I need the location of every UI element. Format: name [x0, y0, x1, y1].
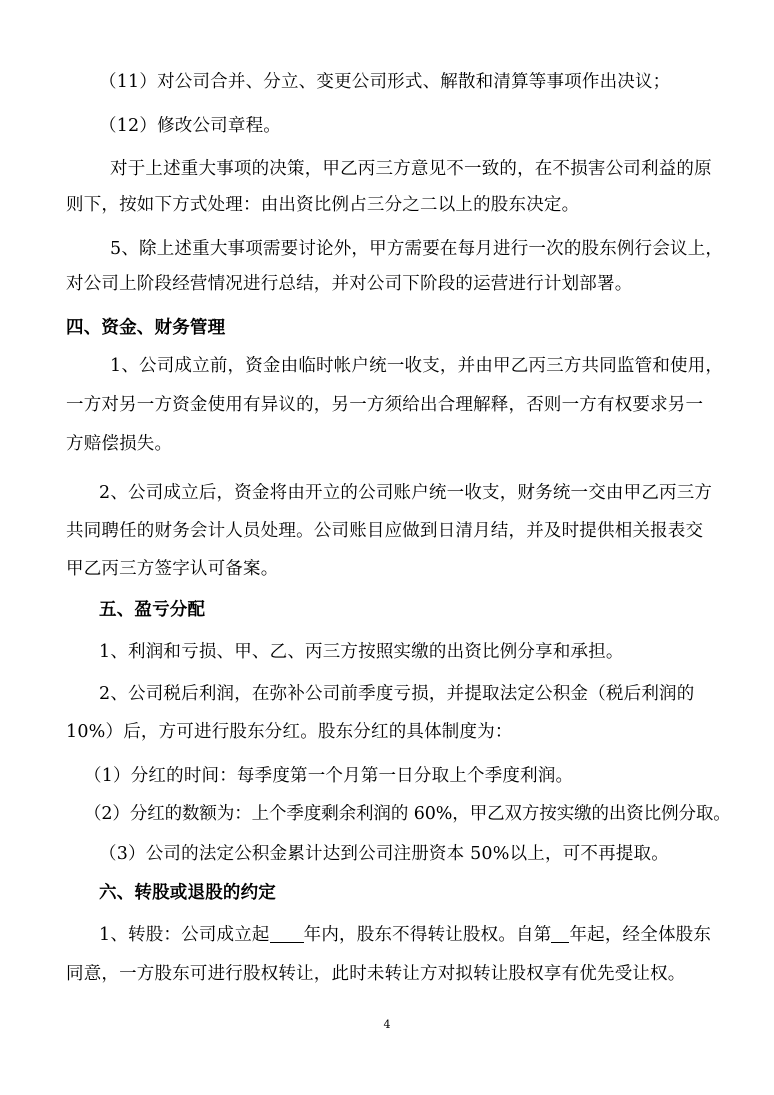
paragraph-funds-after-2: 共同聘任的财务会计人员处理。公司账目应做到日清月结，并及时提供相关报表交: [66, 521, 704, 541]
dividend-item-1: （1）分红的时间：每季度第一个月第一日分取上个季度利润。: [84, 766, 574, 786]
paragraph-major-decisions-2: 则下，按如下方式处理：由出资比例占三分之二以上的股东决定。: [66, 195, 580, 215]
paragraph-funds-before-1: 1、公司成立前，资金由临时帐户统一收支，并由甲乙丙三方共同监管和使用，: [110, 356, 724, 376]
paragraph-funds-before-3: 方赔偿损失。: [66, 434, 173, 454]
paragraph-monthly-meeting-2: 对公司上阶段经营情况进行总结，并对公司下阶段的运营进行计划部署。: [66, 274, 633, 294]
section-heading-6: 六、转股或退股的约定: [99, 883, 276, 903]
paragraph-profit-loss: 1、利润和亏损、甲、乙、丙三方按照实缴的出资比例分享和承担。: [99, 642, 624, 662]
share-transfer-text-b: 年内，股东不得转让股权。自第: [303, 925, 552, 945]
dividend-item-2: （2）分红的数额为：上个季度剩余利润的 60%，甲乙双方按实缴的出资比例分取。: [84, 804, 731, 824]
paragraph-share-transfer-2: 同意，一方股东可进行股权转让，此时未转让方对拟转让股权享有优先受让权。: [66, 964, 686, 984]
paragraph-dividend-1: 2、公司税后利润，在弥补公司前季度亏损，并提取法定公积金（税后利润的: [99, 684, 695, 704]
paragraph-funds-before-2: 一方对另一方资金使用有异议的，另一方须给出合理解释，否则一方有权要求另一: [66, 395, 704, 415]
section-heading-5: 五、盈亏分配: [99, 600, 206, 620]
dividend-item-3: （3）公司的法定公积金累计达到公司注册资本 50%以上，可不再提取。: [99, 844, 669, 864]
paragraph-funds-after-1: 2、公司成立后，资金将由开立的公司账户统一收支，财务统一交由甲乙丙三方: [99, 483, 713, 503]
paragraph-dividend-2: 10%）后，方可进行股东分红。股东分红的具体制度为：: [66, 722, 513, 742]
paragraph-monthly-meeting-1: 5、除上述重大事项需要讨论外，甲方需要在每月进行一次的股东例行会议上，: [110, 239, 724, 259]
item-12: （12）修改公司章程。: [99, 116, 281, 136]
blank-year-start-field: [551, 924, 569, 943]
section-heading-4: 四、资金、财务管理: [66, 318, 226, 338]
paragraph-share-transfer-1: [99, 923, 711, 947]
page-number: 4: [383, 1018, 391, 1031]
blank-years-field: [270, 924, 304, 943]
item-11: （11）对公司合并、分立、变更公司形式、解散和清算等事项作出决议；: [99, 72, 671, 92]
share-transfer-text-a: 1、转股：公司成立起: [99, 925, 270, 945]
paragraph-funds-after-3: 甲乙丙三方签字认可备案。: [66, 559, 279, 579]
share-transfer-text-c: 年起，经全体股东: [569, 925, 712, 945]
paragraph-major-decisions-1: 对于上述重大事项的决策，甲乙丙三方意见不一致的，在不损害公司利益的原: [110, 159, 712, 179]
